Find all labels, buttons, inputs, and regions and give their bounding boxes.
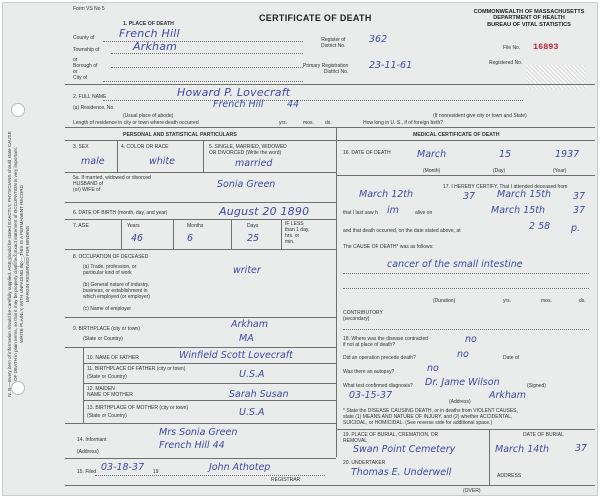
city-label: or City of: [73, 69, 88, 81]
death-am-pm: p.: [571, 223, 581, 234]
date-of-death-label: 16. DATE OF DEATH: [343, 150, 391, 156]
duration-yrs: yrs.: [503, 298, 512, 304]
certify-label: 17. I HEREBY CERTIFY, That I attended deceased from: [443, 184, 568, 190]
side-line-2: OF DEATH in plain terms, so that it may be properly classified. Exact statement of OCCUPATION is very important.: [13, 147, 18, 381]
mother-birthplace-label: 13. BIRTHPLACE OF MOTHER (city or town): [87, 405, 189, 411]
physician-signature: Dr. Jame Wilson: [425, 377, 500, 388]
full-name-label: 2. FULL NAME: [73, 94, 107, 100]
usual-abode-note: (Usual place of abode): [123, 113, 174, 119]
age-years-label: Years: [127, 223, 140, 229]
primary-district-value: 23-11-61: [369, 60, 413, 71]
color-label: 4. COLOR OR RACE: [121, 144, 169, 150]
attended-to-year: 37: [573, 191, 586, 202]
informant-address-label: (Address): [77, 449, 99, 455]
occupation-a-label: (a) Trade, profession, or particular kind of work: [83, 264, 137, 276]
father-birth-state-label: (State or Country): [87, 374, 127, 380]
signed-address: Arkham: [489, 390, 527, 401]
autopsy-answer: no: [427, 363, 439, 374]
dob-label: 6. DATE OF BIRTH (month, day, and year): [73, 210, 168, 216]
certificate-title: CERTIFICATE OF DEATH: [259, 13, 372, 23]
death-day: 15: [499, 149, 512, 160]
q18-label: 18. Where was the disease contracted if not at place of death?: [343, 336, 429, 348]
side-line-1: N. B.—Every item of information should be carefully supplied. AGE should be stated EXACTLY. PHYSICIANS should state CAUSE: [7, 131, 12, 397]
county-value: French Hill: [119, 27, 180, 40]
medical-header: MEDICAL CERTIFICATE OF DEATH: [413, 132, 500, 138]
father-birthplace-label: 11. BIRTHPLACE OF FATHER (city or town): [87, 366, 186, 372]
last-saw-label: that I last saw h: [343, 210, 378, 216]
occupation-label: 8. OCCUPATION OF DECEASED: [73, 254, 149, 260]
last-seen-year: 37: [573, 205, 586, 216]
father-value: Winfield Scott Lovecraft: [179, 350, 293, 361]
signed-address-label: (Address): [449, 399, 471, 405]
death-year: 1937: [555, 149, 580, 160]
registered-no-label: Registered No.: [489, 60, 523, 66]
undertaker-address-label: ADDRESS: [497, 473, 522, 479]
dob-value: August 20 1890: [219, 205, 310, 218]
q18-answer: no: [465, 334, 477, 345]
district-value: 362: [369, 34, 388, 45]
agency-line-3: BUREAU OF VITAL STATISTICS: [487, 21, 571, 28]
side-line-4: MARGIN RESERVED FOR BINDING: [25, 225, 30, 303]
spouse-label: 5a. If married, widowed or divorced HUSBAND of (or) WIFE of: [73, 175, 151, 193]
undertaker-value: Thomas E. Underwell: [351, 467, 452, 478]
age-days-label: Days: [247, 223, 259, 229]
day-caption: (Day): [493, 168, 506, 174]
registry-stamp: [526, 65, 586, 89]
burial-value: Swan Point Cemetery: [353, 444, 456, 455]
autopsy-label: Was there an autopsy?: [343, 369, 395, 375]
township-label: Township of: [73, 47, 100, 53]
full-name-value: Howard P. Lovecraft: [177, 86, 291, 99]
residence-street: French Hill: [213, 99, 264, 110]
informant-value: Mrs Sonia Green: [159, 427, 238, 438]
attended-to: March 15th: [497, 189, 552, 200]
death-month: March: [417, 149, 447, 160]
filed-year-suffix: 19: [153, 469, 159, 475]
informant-label: 14. Informant: [77, 437, 107, 443]
registrar-label: REGISTRAR: [271, 477, 301, 483]
age-years: 46: [131, 233, 144, 244]
age-label: 7. AGE: [73, 223, 89, 229]
age-days: 25: [247, 233, 260, 244]
birthplace-state: MA: [239, 333, 254, 344]
occupation-c-label: (c) Name of employer: [83, 306, 132, 312]
burial-date-label: DATE OF BURIAL: [523, 432, 564, 438]
form-number: Form VS No 5: [73, 6, 105, 12]
duration-mos: mos.: [541, 298, 552, 304]
primary-district-label: Primary Registration District No.: [303, 63, 349, 75]
cause-value: cancer of the small intestine: [387, 259, 523, 270]
res-mos: mos.: [303, 120, 314, 126]
birthplace-label: 9. BIRTHPLACE (city or town): [73, 326, 140, 332]
attended-from-year: 37: [463, 191, 476, 202]
last-saw-pronoun: im: [387, 205, 399, 216]
county-label: County of: [73, 35, 95, 41]
marital-label: 5. SINGLE, MARRIED, WIDOWED OR DIVORCED (Write the word): [209, 144, 287, 156]
age-months-label: Months: [187, 223, 204, 229]
birthplace-state-label: (State or Country): [83, 336, 123, 342]
agency-line-2: DEPARTMENT OF HEALTH: [493, 15, 565, 22]
margin-instructions: [7, 64, 59, 464]
duration-ds: ds.: [579, 298, 586, 304]
death-time: 2 58: [529, 221, 551, 232]
birthplace-city: Arkham: [231, 319, 269, 330]
over-label: (OVER): [463, 488, 481, 494]
side-line-3: WRITE PLAINLY, WITH UNFADING INK—THIS IS A PERMANENT RECORD: [19, 185, 24, 343]
res-ds: ds.: [325, 120, 332, 126]
cause-label: The CAUSE OF DEATH* was as follows:: [343, 244, 434, 250]
signed-date: 03-15-37: [349, 390, 393, 401]
marital-value: married: [235, 158, 273, 169]
color-value: white: [149, 156, 175, 167]
test-label: What test confirmed diagnosis?: [343, 383, 413, 389]
certificate-sheet: [2, 2, 598, 496]
undertaker-label: 20. UNDERTAKER: [343, 460, 386, 466]
operation-label: Did an operation precede death?: [343, 355, 416, 361]
filed-value: 03-18-37: [101, 462, 145, 473]
sex-value: male: [81, 156, 105, 167]
foreign-birth-label: How long in U. S., if of foreign birth?: [363, 120, 444, 126]
mother-birth-state-label: (State or Country): [87, 413, 127, 419]
mother-birthplace-value: U.S.A: [239, 407, 265, 418]
length-of-residence-label: Length of residence in city or town where death occurred: [73, 120, 199, 126]
borough-label: or Borough of: [73, 57, 98, 69]
registrar-signature: John Athotep: [209, 462, 271, 473]
mother-label: 12. MAIDEN NAME OF MOTHER: [87, 386, 133, 398]
father-birthplace-value: U.S.A: [239, 369, 265, 380]
last-seen-date: March 15th: [491, 205, 546, 216]
operation-date-label: Date of: [503, 355, 520, 361]
year-caption: (Year): [553, 168, 567, 174]
attended-from: March 12th: [359, 189, 414, 200]
occupation-b-label: (b) General nature of industry, business, or establishment in which employed (or employer): [83, 282, 150, 300]
contributory-label: CONTRIBUTORY (secondary): [343, 310, 383, 322]
if-less-label: IF LESS than 1 day, hrs. or min.: [285, 221, 310, 245]
month-caption: (Month): [423, 168, 441, 174]
agency-block: [465, 9, 593, 28]
age-months: 6: [187, 233, 194, 244]
occupation-value: writer: [233, 265, 261, 276]
father-label: 10. NAME OF FATHER: [87, 355, 139, 361]
file-number: 16893: [533, 42, 559, 52]
spouse-value: Sonia Green: [217, 179, 276, 190]
personal-header: PERSONAL AND STATISTICAL PARTICULARS: [123, 132, 237, 138]
burial-year: 37: [575, 443, 588, 454]
signed-label: (Signed): [527, 383, 546, 389]
informant-address: French Hill 44: [159, 440, 225, 451]
township-value: Arkham: [133, 40, 178, 53]
burial-label: 19. PLACE OF BURIAL, CREMATION, OR REMOVAL: [343, 432, 439, 444]
agency-line-1: COMMONWEALTH OF MASSACHUSETTS: [473, 9, 585, 15]
cause-footnote: * State the DISEASE CAUSING DEATH, or in deaths from VIOLENT CAUSES, state (1) MEANS AND NATURE OF INJURY, and (2) whether ACCIDENTAL, SUICIDAL, or HOMICIDAL. (See reverse side for additional space.): [343, 408, 518, 426]
residence-number: 44: [287, 99, 300, 110]
district-label: Register of District No.: [321, 37, 346, 49]
mother-value: Sarah Susan: [229, 389, 289, 400]
sex-label: 3. SEX: [73, 144, 89, 150]
alive-on-label: alive on: [415, 210, 433, 216]
operation-answer: no: [457, 349, 469, 360]
duration-label: (Duration): [433, 298, 456, 304]
death-occurred-label: and that death occurred, on the date stated above, at: [343, 228, 461, 234]
file-no-label: File No.: [503, 45, 521, 51]
burial-date: March 14th: [495, 444, 550, 455]
res-yrs: yrs.: [279, 120, 288, 126]
nonresident-note: (If nonresident give city or town and State): [433, 113, 527, 119]
residence-label: (a) Residence, No.: [73, 105, 115, 111]
filed-label: 15. Filed: [77, 469, 97, 475]
place-of-death-header: 1. PLACE OF DEATH: [123, 21, 174, 27]
